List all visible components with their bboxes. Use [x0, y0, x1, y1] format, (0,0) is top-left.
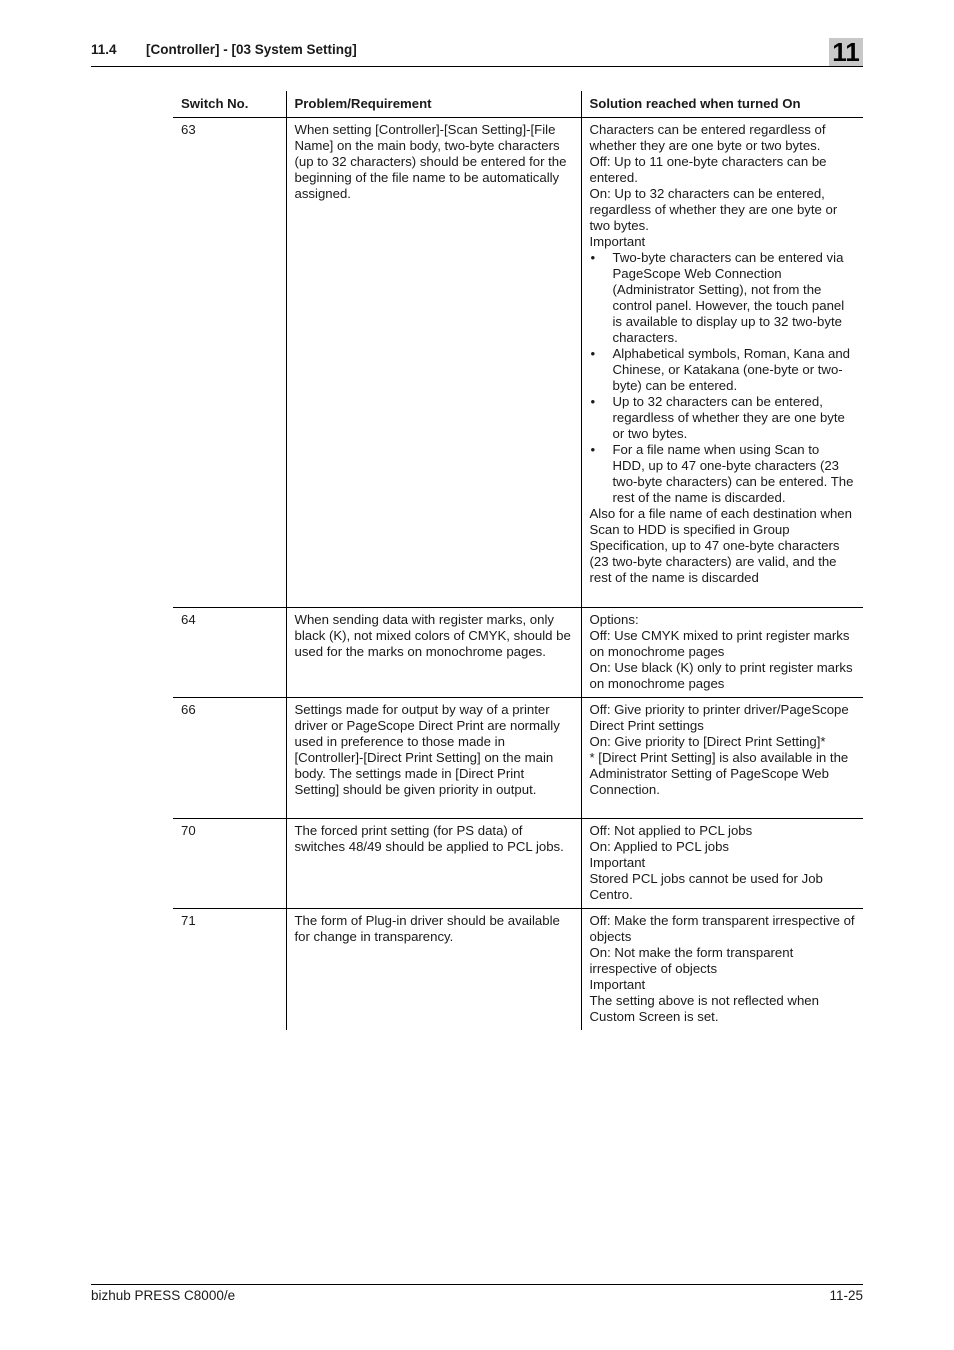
problem-cell: When sending data with register marks, only black (K), not mixed colors of CMYK, should be used for the marks on monochrome pages. — [286, 608, 581, 698]
solution-line: The setting above is not reflected when Custom Screen is set. — [589, 993, 819, 1024]
table-row — [173, 909, 863, 1030]
column-header-problem: Problem/Requirement — [286, 91, 581, 118]
important-bullet-list — [590, 250, 856, 506]
switch-number-cell: 63 — [173, 118, 286, 608]
solution-line: Stored PCL jobs cannot be used for Job Centro. — [589, 871, 823, 902]
section-title: [Controller] - [03 System Setting] — [146, 42, 357, 57]
chapter-badge: 11 — [829, 38, 863, 66]
solution-cell — [581, 118, 863, 608]
solution-line: * [Direct Print Setting] is also available in the Administrator Setting of PageScope Web Connection. — [589, 750, 849, 797]
solution-line: On: Up to 32 characters can be entered, regardless of whether they are one byte or two bytes. — [589, 186, 838, 233]
bullet-item: • Alphabetical symbols, Roman, Kana and Chinese, or Katakana (one-byte or two-byte) can be entered. — [590, 346, 856, 394]
column-header-solution: Solution reached when turned On — [581, 91, 863, 118]
solution-line: Also for a file name of each destination when Scan to HDD is specified in Group Specification, up to 47 one-byte characters (23 two-byte characters) are valid, and the rest of the name is discarded — [589, 506, 852, 585]
important-label: Important — [589, 234, 646, 249]
problem-cell: The form of Plug-in driver should be available for change in transparency. — [286, 909, 581, 1030]
page-footer — [91, 1284, 863, 1303]
solution-line: Off: Give priority to printer driver/PageScope Direct Print settings — [589, 702, 849, 733]
switch-number-cell: 66 — [173, 698, 286, 819]
solution-cell — [581, 698, 863, 819]
bullet-item: • Up to 32 characters can be entered, regardless of whether they are one byte or two bytes. — [590, 394, 856, 442]
solution-line: Off: Not applied to PCL jobs — [589, 823, 753, 838]
solution-line: Off: Use CMYK mixed to print register marks on monochrome pages — [589, 628, 850, 659]
solution-line: On: Applied to PCL jobs — [589, 839, 730, 854]
switch-number-cell: 71 — [181, 913, 196, 928]
important-label: Important — [589, 977, 646, 992]
solution-line: Characters can be entered regardless of whether they are one byte or two bytes. — [589, 122, 826, 153]
important-label: Important — [589, 855, 646, 870]
solution-cell — [581, 909, 863, 1030]
solution-line: Off: Make the form transparent irrespective of objects — [589, 913, 855, 944]
product-name: bizhub PRESS C8000/e — [91, 1288, 236, 1303]
table-row — [173, 819, 863, 909]
solution-line: Options: — [589, 612, 639, 627]
solution-line: On: Give priority to [Direct Print Setting]* — [589, 734, 826, 749]
section-number: 11.4 — [91, 42, 117, 57]
solution-line: On: Use black (K) only to print register marks on monochrome pages — [589, 660, 853, 691]
solution-line: Off: Up to 11 one-byte characters can be entered. — [589, 154, 827, 185]
page-header — [91, 42, 863, 67]
bullet-item: • For a file name when using Scan to HDD, up to 47 one-byte characters (23 two-byte characters) can be entered. The rest of the name is discarded. — [590, 442, 856, 506]
bullet-item: • Two-byte characters can be entered via PageScope Web Connection (Administrator Setting), not from the control panel. However, the touch panel is available to display up to 32 two-byte characters. — [590, 250, 856, 346]
problem-cell: Settings made for output by way of a printer driver or PageScope Direct Print are normally used in preference to those made in [Controller]-[Direct Print Setting] on the main body. The settings made in [Direct Print Setting] should be given priority in output. — [286, 698, 581, 819]
table-row — [173, 608, 863, 698]
table-row — [173, 118, 863, 608]
table-row — [173, 698, 863, 819]
page-number: 11-25 — [829, 1288, 863, 1303]
problem-cell: When setting [Controller]-[Scan Setting]-[File Name] on the main body, two-byte characters (up to 32 characters) should be entered for the beginning of the file name to be automatically assigned. — [286, 118, 581, 608]
solution-line: On: Not make the form transparent irrespective of objects — [589, 945, 794, 976]
switch-number-cell: 64 — [173, 608, 286, 698]
solution-cell — [581, 819, 863, 909]
problem-cell: The forced print setting (for PS data) of switches 48/49 should be applied to PCL jobs. — [286, 819, 581, 909]
solution-cell — [581, 608, 863, 698]
switch-number-cell: 70 — [173, 819, 286, 909]
column-header-switch-no: Switch No. — [173, 91, 286, 118]
table-header-row — [173, 91, 863, 118]
switch-settings-table — [173, 91, 863, 1030]
